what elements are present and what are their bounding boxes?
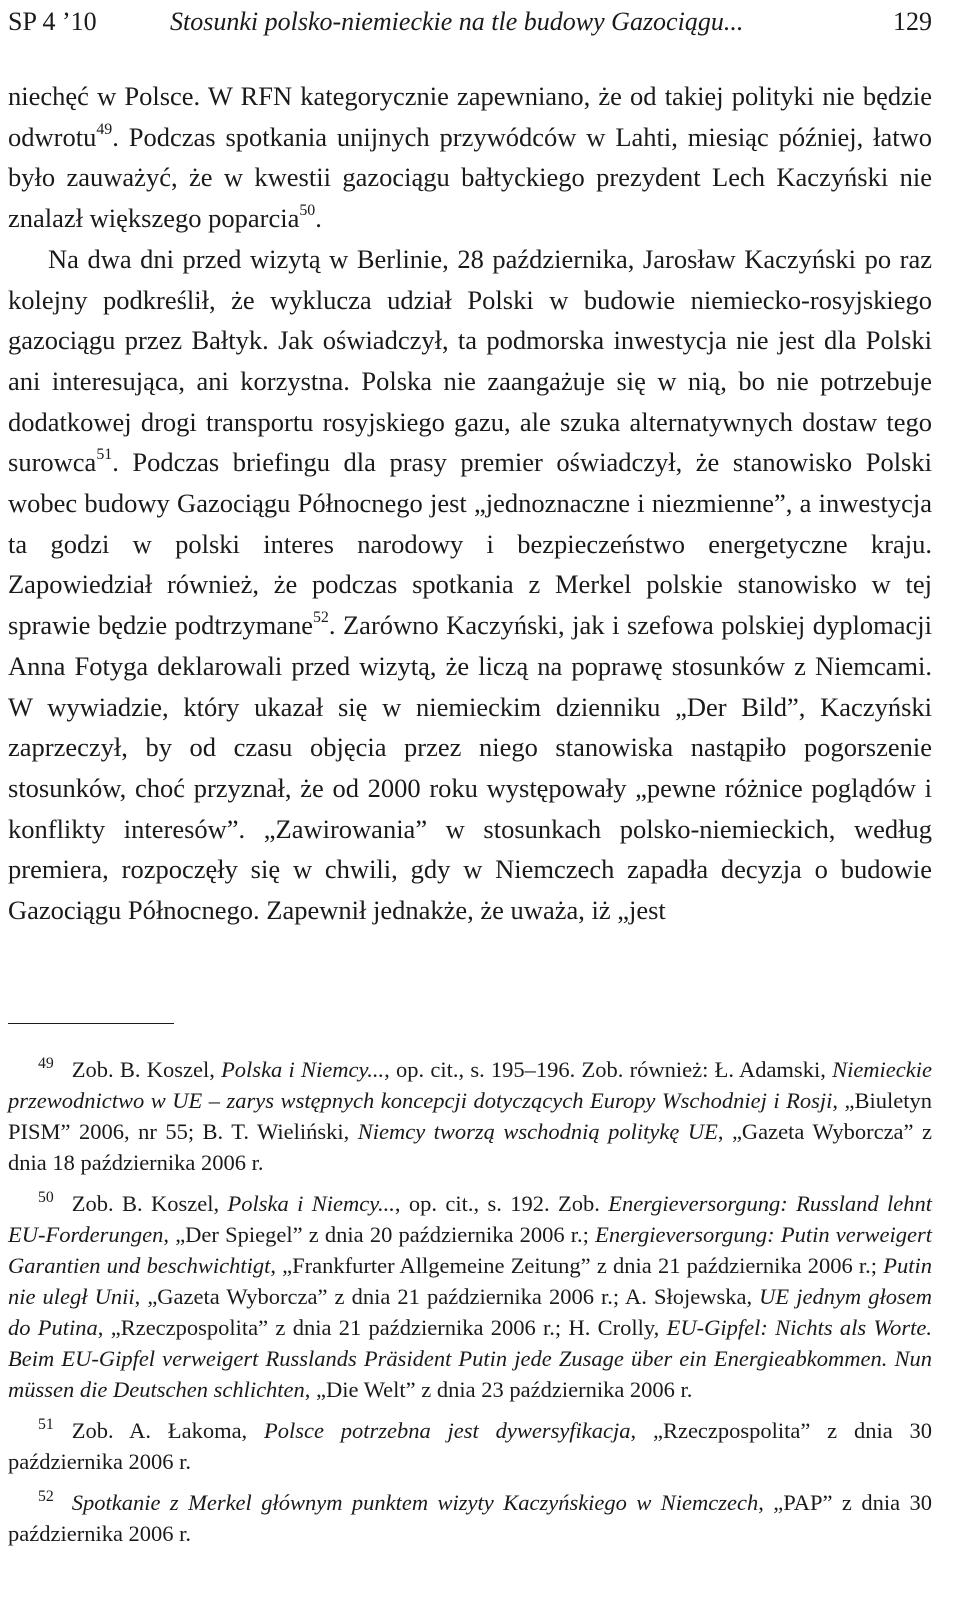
text-run: . Podczas briefingu dla prasy premier oświadczył, że stanowisko Polski wobec budowy Gazociągu Północnego jest „jednoznaczne i niezmienne”, a inwestycja ta godzi w polski interes narodowy i bezpieczeństwo energetyczne kraju. Zapowiedział również, że podczas spotkania z Merkel polskie stanowisko w tej sprawie będzie podtrzymane [8, 447, 932, 641]
italic-title: Niemcy tworzą wschodnią politykę UE [357, 1119, 718, 1144]
text-run: niechęć w Polsce. W RFN kategorycznie zapewniano, że od takiej polityki nie będzie odwrotu [8, 81, 932, 152]
text-run: , „Rzeczpospolita” z dnia 30 października 2006 r. [8, 1418, 932, 1474]
page-number: 129 [893, 7, 932, 36]
text-run: , „Rzeczpospolita” z dnia 21 października 2006 r.; H. Crolly, [97, 1315, 667, 1340]
footnote-49 [8, 1054, 932, 1178]
text-run: . Zarówno Kaczyński, jak i szefowa polskiej dyplomacji Anna Fotyga deklarowali przed wizytą, że liczą na poprawę stosunków z Niemcami. W wywiadzie, który ukazał się w niemieckim dzienniku „Der Bild”, Kaczyński zaprzeczył, by od czasu objęcia przez niego stanowiska nastąpiło pogorszenie stosunków, choć przyznał, że od 2000 roku występowały „pewne różnice poglądów i konflikty interesów”. „Zawirowania” w stosunkach polsko-niemieckich, według premiera, rozpoczęły się w chwili, gdy w Niemczech zapadła decyzja o budowie Gazociągu Północnego. Zapewnił jednakże, że uważa, iż „jest [8, 610, 932, 926]
italic-title: Polsce potrzebna jest dywersyfikacja [263, 1418, 631, 1443]
italic-title: Energieversorgung: Russland lehnt EU-Forderungen [8, 1191, 932, 1247]
text-run: , „Gazeta Wyborcza” z dnia 18 października 2006 r. [8, 1119, 932, 1175]
text-run: , op. cit., s. 195–196. Zob. również: Ł. Adamski, [384, 1057, 833, 1082]
text-run: , „Der Spiegel” z dnia 20 października 2006 r.; [163, 1222, 596, 1247]
footnote-separator [8, 1023, 174, 1024]
italic-title: EU-Gipfel: Nichts als Worte. Beim EU-Gipfel verweigert Russlands Präsident Putin jede Zusage über ein Energieabkommen. Nun müssen die Deutschen schlichten [8, 1315, 932, 1402]
text-run: , „Frankfurter Allgemeine Zeitung” z dnia 21 października 2006 r.; [270, 1253, 884, 1278]
running-title: Stosunki polsko-niemieckie na tle budowy Gazociągu... [170, 7, 744, 36]
footnotes [8, 1054, 932, 1549]
footnote-ref-52[interactable]: 52 [312, 609, 329, 627]
italic-title: UE jednym głosem do Putina [8, 1284, 932, 1340]
italic-title: Putin nie uległ Unii [8, 1253, 932, 1309]
journal-issue: SP 4 ’10 [8, 7, 97, 36]
footnote-ref-51[interactable]: 51 [96, 446, 113, 464]
text-run: Zob. B. Koszel, [71, 1191, 228, 1216]
italic-title: Polska i Niemcy... [227, 1191, 395, 1216]
paragraph-2 [8, 239, 932, 931]
text-run: , „Biuletyn PISM” 2006, nr 55; B. T. Wieliński, [8, 1088, 932, 1144]
text-run: , op. cit., s. 192. Zob. [394, 1191, 609, 1216]
running-header [8, 2, 932, 42]
text-run: . [315, 203, 322, 234]
text-run: , „Die Welt” z dnia 23 października 2006 r. [304, 1377, 693, 1402]
footnote-51 [8, 1415, 932, 1477]
text-run: , „Gazeta Wyborcza” z dnia 21 października 2006 r.; A. Słojewska, [134, 1284, 760, 1309]
footnote-number: 49 [38, 1055, 54, 1073]
footnote-number: 50 [38, 1189, 54, 1207]
text-run: Zob. B. Koszel, [71, 1057, 222, 1082]
footnote-ref-49[interactable]: 49 [96, 120, 113, 138]
footnote-number: 52 [38, 1488, 54, 1506]
footnote-number: 51 [38, 1416, 54, 1434]
footnote-52 [8, 1487, 932, 1549]
italic-title: Niemieckie przewodnictwo w UE – zarys wstępnych koncepcji dotyczących Europy Wschodniej i Rosji [8, 1057, 933, 1113]
text-run: Zob. A. Łakoma, [71, 1418, 264, 1443]
footnote-50 [8, 1188, 932, 1405]
text-run: . Podczas spotkania unijnych przywódców w Lahti, miesiąc później, łatwo było zauważyć, że w kwestii gazociągu bałtyckiego prezydent Lech Kaczyński nie znalazł większego poparcia [8, 121, 932, 234]
paragraph-1 [8, 76, 932, 239]
italic-title: Polska i Niemcy... [221, 1057, 385, 1082]
text-run: , „PAP” z dnia 30 października 2006 r. [8, 1490, 932, 1546]
italic-title: Energieversorgung: Putin verweigert Garantien und beschwichtigt [8, 1222, 932, 1278]
italic-title: Spotkanie z Merkel głównym punktem wizyty Kaczyńskiego w Niemczech [71, 1490, 759, 1515]
text-run: Na dwa dni przed wizytą w Berlinie, 28 października, Jarosław Kaczyński po raz kolejny podkreślił, że wyklucza udział Polski w budowie niemiecko-rosyjskiego gazociągu przez Bałtyk. Jak oświadczył, ta podmorska inwestycja nie jest dla Polski ani interesująca, ani korzystna. Polska nie zaangażuje się w nią, bo nie potrzebuje dodatkowej drogi transportu rosyjskiego gazu, ale szuka alternatywnych dostaw tego surowca [8, 243, 932, 478]
main-text [8, 76, 932, 931]
footnote-ref-50[interactable]: 50 [299, 202, 316, 220]
